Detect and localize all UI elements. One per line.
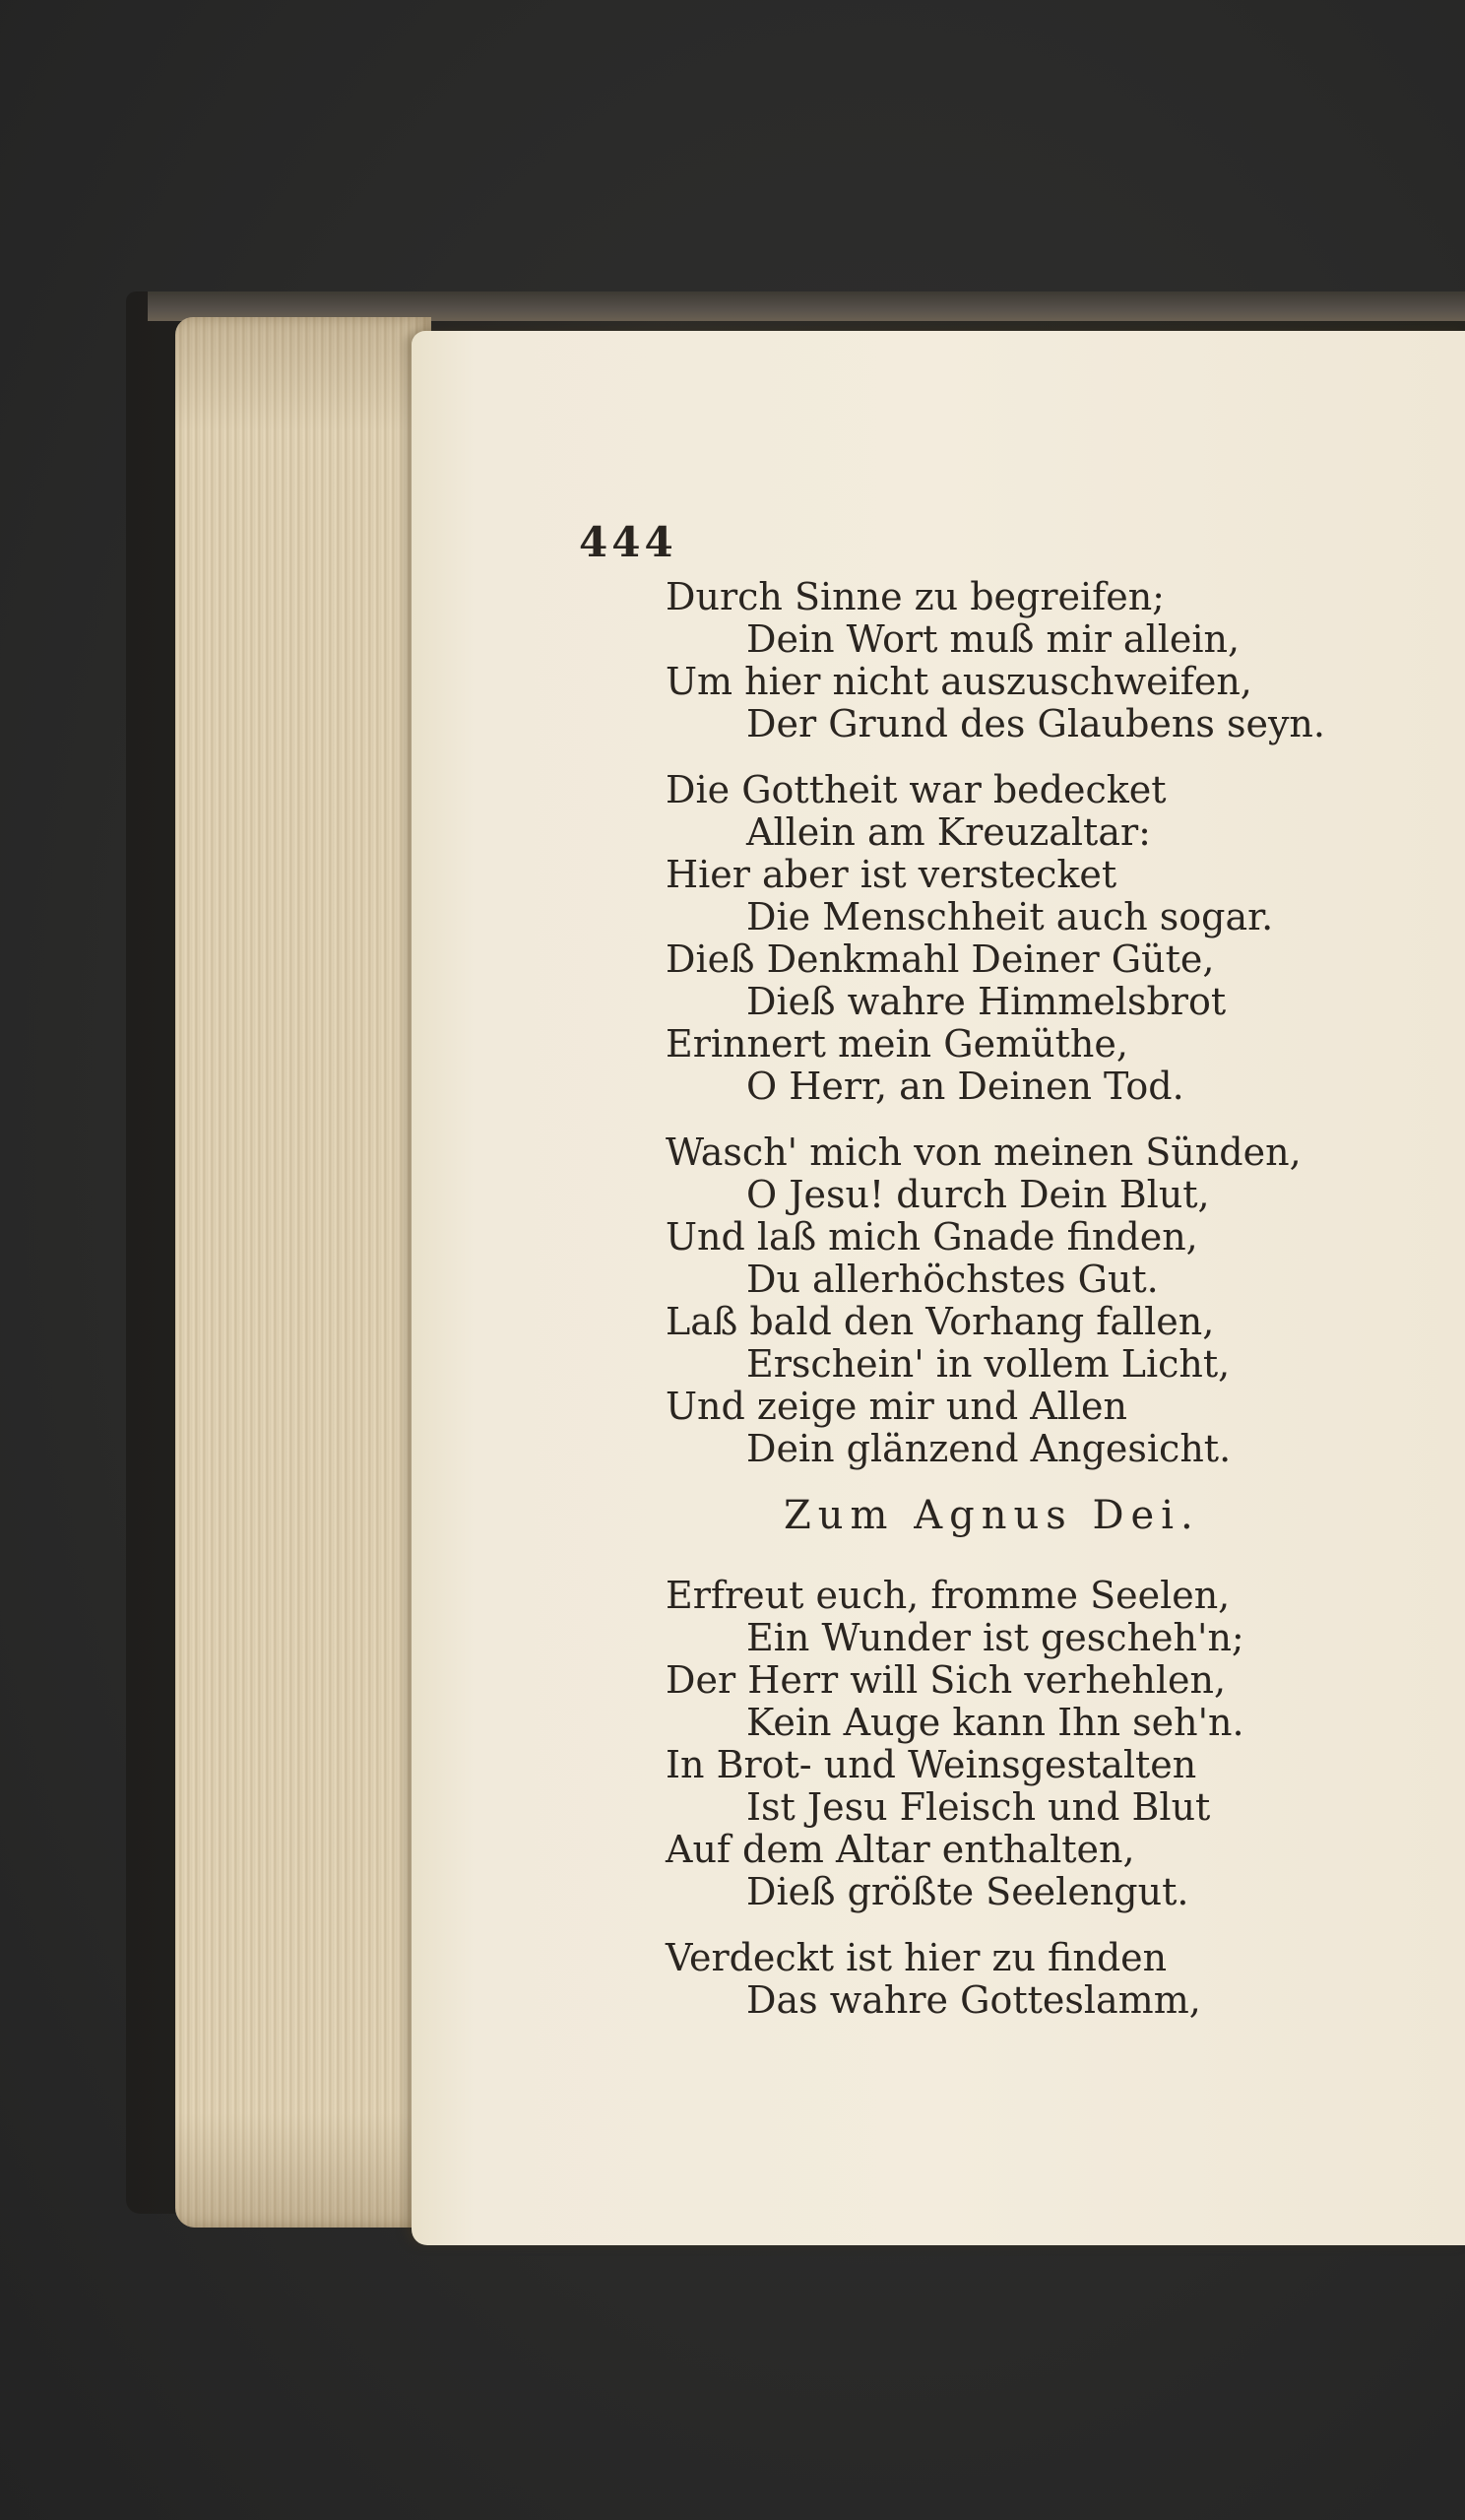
verse-line: O Jesu! durch Dein Blut,: [746, 1173, 1210, 1216]
verse-line: Ein Wunder ist gescheh'n;: [746, 1616, 1244, 1659]
verse-line: Verdeckt ist hier zu finden: [666, 1936, 1168, 1979]
page-number: 444: [579, 518, 677, 566]
verse-line: Kein Auge kann Ihn seh'n.: [746, 1701, 1244, 1744]
verse-line: Um hier nicht auszuschweifen,: [666, 660, 1252, 703]
verse-line: Durch Sinne zu begreifen;: [666, 575, 1165, 618]
page-text: [412, 331, 1465, 2245]
verse-line: Erinnert mein Gemüthe,: [666, 1022, 1128, 1066]
verse-line: Wasch' mich von meinen Sünden,: [666, 1131, 1302, 1174]
verse-line: Du allerhöchstes Gut.: [746, 1258, 1159, 1301]
verse-line: Hier aber ist verstecket: [666, 853, 1117, 896]
verse-line: Das wahre Gotteslamm,: [746, 1978, 1201, 2022]
verse-line: Dieß wahre Himmelsbrot: [746, 980, 1227, 1023]
verse-line: Und zeige mir und Allen: [666, 1385, 1127, 1428]
verse-line: Die Menschheit auch sogar.: [746, 895, 1274, 938]
verse-line: Und laß mich Gnade finden,: [666, 1215, 1198, 1259]
verse-line: Laß bald den Vorhang fallen,: [666, 1300, 1215, 1343]
verse-line: Erschein' in vollem Licht,: [746, 1342, 1231, 1386]
verse-line: Dieß größte Seelengut.: [746, 1870, 1189, 1913]
section-heading: Zum Agnus Dei.: [784, 1493, 1200, 1538]
verse-line: Dein Wort muß mir allein,: [746, 617, 1241, 661]
verse-line: Der Herr will Sich verhehlen,: [666, 1658, 1227, 1702]
book-page: [412, 331, 1465, 2245]
verse-line: Auf dem Altar enthalten,: [666, 1828, 1135, 1871]
verse-line: Dein glänzend Angesicht.: [746, 1427, 1232, 1470]
verse-line: Der Grund des Glaubens seyn.: [746, 702, 1325, 745]
verse-line: In Brot- und Weinsgestalten: [666, 1743, 1197, 1786]
verse-line: Erfreut euch, fromme Seelen,: [666, 1574, 1231, 1617]
verse-line: Die Gottheit war bedecket: [666, 768, 1167, 811]
verse-line: Allein am Kreuzaltar:: [746, 810, 1151, 854]
verse-line: Dieß Denkmahl Deiner Güte,: [666, 937, 1215, 981]
verse-line: O Herr, an Deinen Tod.: [746, 1065, 1184, 1108]
verse-line: Ist Jesu Fleisch und Blut: [746, 1785, 1211, 1829]
page-stack-edge: [175, 317, 431, 2228]
